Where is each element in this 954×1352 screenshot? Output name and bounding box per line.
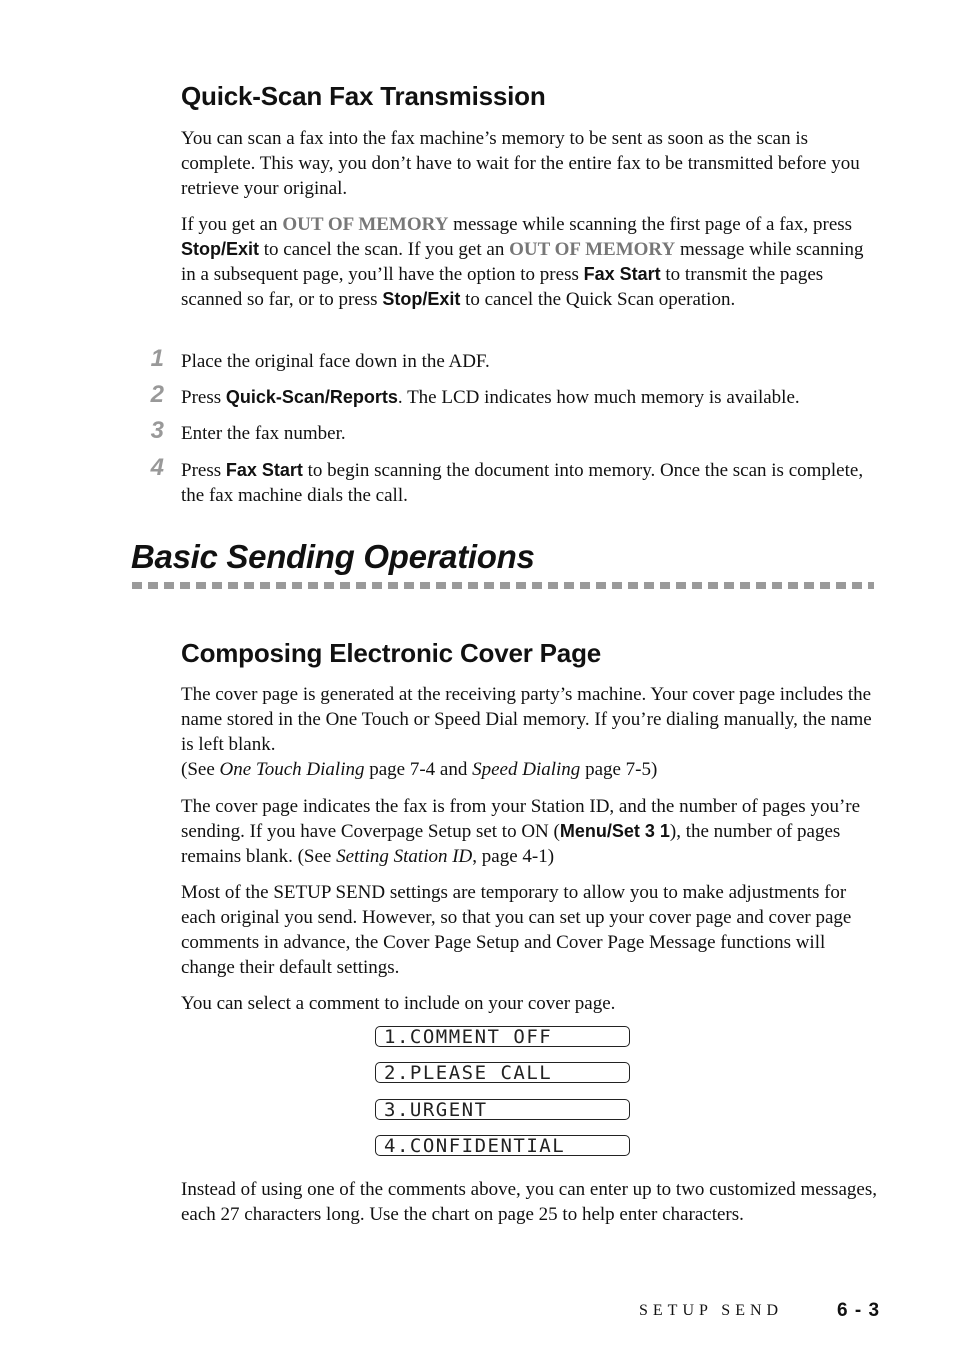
key-stop-exit: Stop/Exit [382, 289, 461, 309]
heading-divider [132, 582, 874, 589]
cover-page-paragraph-2: The cover page indicates the fax is from your Station ID, and the number of pages you’re sending. If you have Coverpage Setup set to ON (Menu/Set 3 1), the number of pages remains blank. (See Setting Station ID, page 4-1) [181, 796, 861, 867]
lcd-display-option: 2.PLEASE CALL [375, 1062, 630, 1083]
section-heading-quick-scan: Quick-Scan Fax Transmission [181, 81, 546, 111]
key-stop-exit: Stop/Exit [181, 239, 260, 259]
cross-reference: Setting Station ID [336, 846, 473, 867]
cross-reference: Speed Dialing [472, 759, 581, 780]
cover-page-paragraph-3: Most of the SETUP SEND settings are temporary to allow you to make adjustments for each original you send. However, so that you can set up your cover page and cover page comments in advance, the Cover Page Setup and Cover Page Message functions will change their default settings. [181, 882, 852, 978]
lcd-message-out-of-memory: OUT OF MEMORY [509, 239, 676, 260]
step-number: 1 [150, 345, 164, 372]
step-number: 4 [150, 454, 164, 481]
step-text: Place the original face down in the ADF. [181, 351, 490, 372]
step-number: 2 [150, 381, 164, 408]
cover-page-paragraph-4: You can select a comment to include on your cover page. [181, 993, 616, 1014]
cross-reference: One Touch Dialing [219, 759, 365, 780]
lcd-message-out-of-memory: OUT OF MEMORY [282, 214, 449, 235]
lcd-display-option: 4.CONFIDENTIAL [375, 1135, 630, 1156]
key-menu-set: Menu/Set 3 1 [559, 821, 670, 841]
section-heading-cover-page: Composing Electronic Cover Page [181, 638, 602, 668]
step-text: Press Fax Start to begin scanning the document into memory. Once the scan is complete, the fax machine dials the call. [181, 460, 864, 506]
key-fax-start: Fax Start [583, 264, 661, 284]
lcd-display-option: 1.COMMENT OFF [375, 1026, 630, 1047]
step-text: Enter the fax number. [181, 423, 346, 444]
key-quick-scan-reports: Quick-Scan/Reports [225, 387, 398, 407]
quick-scan-paragraph-1: You can scan a fax into the fax machine’s memory to be sent as soon as the scan is complete. This way, you don’t have to wait for the entire fax to be transmitted before you retrieve your original. [181, 128, 860, 199]
key-fax-start: Fax Start [225, 460, 303, 480]
footer-section-label: SETUP SEND [639, 1302, 784, 1319]
step-number: 3 [150, 417, 164, 444]
lcd-display-option: 3.URGENT [375, 1099, 630, 1120]
cover-page-paragraph-5: Instead of using one of the comments above, you can enter up to two customized messages, each 27 characters long. Use the chart on page 25 to help enter characters. [181, 1179, 877, 1225]
quick-scan-paragraph-2: If you get an OUT OF MEMORY message while scanning the first page of a fax, press Stop/Exit to cancel the scan. If you get an OUT OF MEMORY message while scanning in a subsequent page, you’ll have the option to press Fax Start to transmit the pages scanned so far, or to press Stop/Exit to cancel the Quick Scan operation. [181, 214, 864, 310]
chapter-heading-basic-sending: Basic Sending Operations [131, 538, 535, 575]
footer-page-number: 6 - 3 [837, 1300, 881, 1321]
cover-page-paragraph-1: The cover page is generated at the receiving party’s machine. Your cover page includes the name stored in the One Touch or Speed Dial memory. If you’re dialing manually, the name is left blank. (See One Touch Dialing page 7-4 and Speed Dialing page 7-5) [181, 684, 872, 780]
step-text: Press Quick-Scan/Reports. The LCD indicates how much memory is available. [181, 387, 800, 408]
